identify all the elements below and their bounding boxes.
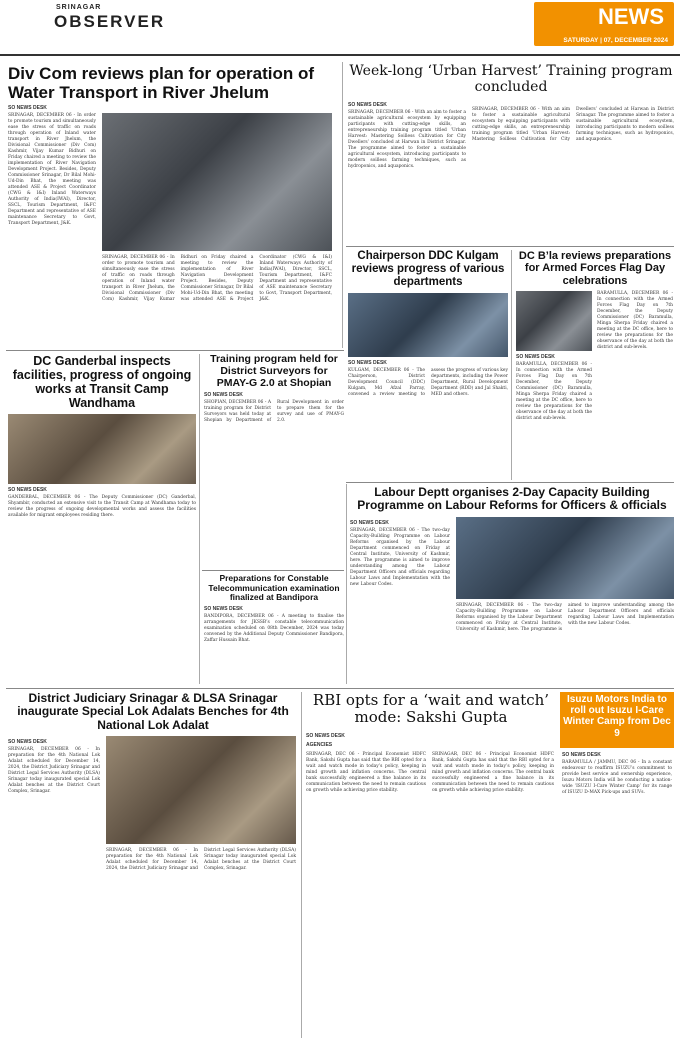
section-label: NEWS [598,4,664,29]
article-headline: Week-long ‘Urban Harvest’ Training program concluded [349,64,673,95]
article-photo [348,293,508,357]
article-body: GANDERBAL, DECEMBER 06 - The Deputy Commissioner (DC) Ganderbal, Shyambir, conducted an extensive visit to the Transit Camp at Wandhama today to review the progress of ongoing developmental works and assess the facilities available for migrant employees residing there. [8,495,196,518]
article-headline: District Judiciary Srinagar & DLSA Srinagar inaugurate Special Lok Adalats Benches for 4th National Lok Adalat [17,692,289,732]
article-lok-adalat [8,692,298,1038]
brand-small-label: SRINAGAR [56,4,102,11]
article-headline: Isuzu Motors India to roll out Isuzu I-Care Winter Camp from Dec 9 [563,694,671,739]
article-body: SRINAGAR, DECEMBER 06 - In order to promote tourism and simultaneously ease the stress of traffic on roads through operation of Inland water transport in River Jhelum, the Divisional Commissioner (Div Com) Kashmir, Vijay Kumar Bidhuri on Friday chaired a meeting to review the implementation of River Navigation Development Project. Besides, Deputy Commissioner Srinagar, Dr Bilal Mohi-Ud-Din Bhat, the meeting was attended ASE & Project Coordinator (CWG & I&I) Inland Waterways Authority of India(IWAI), Director, SSCL, Tourism Department, I&FC Department and representative of ASE maintenance Secretary to Govt, Transport Department, J&K. [8,113,96,227]
article-photo [516,291,592,351]
article-byline: SO NEWS DESK [348,102,387,109]
article-flag-day [516,250,674,480]
article-byline: SO NEWS DESK [562,752,601,758]
article-body: SHOPIAN, DECEMBER 06 - A training program for District Surveyors was held today at Shopian by Department of Rural Development in order to prepare them for the survey and use of PMAY-G 2.0. [204,400,344,424]
article-headline: Training program held for District Surveyors for PMAY-G 2.0 at Shopian [210,354,338,389]
article-photo [8,414,196,484]
article-agency: AGENCIES [306,741,333,748]
article-shopian [204,354,344,568]
article-photo [106,736,296,844]
article-body: KULGAM, DECEMBER 06 - The Chairperson, District Development Council (DDC) Kulgam, Md Afzal Parray, convened a review meeting to assess the progress of various key departments, including the Power Department, Rural Development Department (RDD) and Jal Shakti, MED and others. [348,367,508,397]
issue-date: SATURDAY | 07, DECEMBER 2024 [563,37,668,44]
article-byline: SO NEWS DESK [204,605,243,612]
article-kulgam [348,250,508,480]
article-body: BARAMULLA / JAMMU, DEC 06 - In a constant endeavour to reaffirm ISUZU’s commitment to provide best service and ownership experience, Isuzu Motors India will be conducting a nation-wide ‘ISUZU I-Care Winter Camp’ for its range of ISUZU D-MAX Pick-ups and SUVs. [562,760,672,795]
article-byline: SO NEWS DESK [516,353,555,360]
article-isuzu [562,694,672,1038]
article-body-continued: BARAMULLA, DECEMBER 06 - In connection with the Armed Forces Flag Day on 7th December, the Deputy Commissioner (DC) Baramulla, Minga Sherpa Friday chaired a meeting at the DC office, here to review the preparations for the observance of the day at both the district and sub-levels. [597,290,673,350]
article-rbi [306,692,556,1038]
article-bandipora [204,574,344,684]
article-body-continued: SRINAGAR, DECEMBER 06 - In preparation for the 4th National Lok Adalat scheduled for December 14, 2024, the District Judiciary Srinagar and District Legal Services Authority (DLSA) Srinagar today inaugurated special Lok Adalat benches at the District Court Complex, Srinagar. [106,848,296,872]
article-body: BARAMULLA, DECEMBER 06 - In connection with the Armed Forces Flag Day on 7th December, the Deputy Commissioner (DC) Baramulla, Minga Sherpa Friday chaired a meeting at the DC office, here to review the preparations for the observance of the day at both the district and sub-levels. [516,361,592,421]
article-body: SRINAGAR, DECEMBER 06 - With an aim to foster a sustainable agricultural ecosystem by equipping participants with cutting-edge skills, an entrepreneurship training program titled ‘Urban Harvest: Mastering Soilless Cultivation for City Dwellers’ concluded at Harwan in District Srinagar. The programme aimed to foster a sustainable agricultural ecosystem, introducing participants to modern soilless farming techniques, such as hydroponics, and aquaponics. [348,110,466,170]
article-headline: DC Ganderbal inspects facilities, progress of ongoing works at Transit Camp Wandhama [12,354,192,410]
article-headline: DC B’la reviews preparations for Armed Forces Flag Day celebrations [518,250,672,287]
article-byline: SO NEWS DESK [306,732,345,739]
article-labour-reforms [350,486,674,684]
article-body-continued: SRINAGAR, DECEMBER 06 - The two-day Capacity-Building Programme on Labour Reforms organised by the Labour Department commenced on Friday at Central Institute, University of Kashmir, here. The programme is aimed to improve understanding among the Labour Department Officers and officials regarding Labour Laws and Implementation with the new Labour Codes. [456,602,674,632]
article-body: BANDIPORA, DECEMBER 06 - A meeting to finalise the arrangements for JKSSB’s constable telecommunication examination scheduled on 08th December, 2024 was today convened by the Additional Deputy Commissioner Bandipora, Zaffar Hussain Bhat. [204,613,344,643]
article-byline: SO NEWS DESK [8,739,47,746]
article-byline: SO NEWS DESK [204,392,243,399]
article-urban-harvest [348,64,674,244]
article-photo [456,517,674,599]
article-headline: RBI opts for a ‘wait and watch’ mode: Sakshi Gupta [312,692,550,726]
article-div-com [8,64,338,346]
newspaper-logo: OBSERVER [54,12,166,31]
article-byline: SO NEWS DESK [350,519,389,526]
article-body-continued: SRINAGAR, DEC 06 - Principal Economist HDFC Bank, Sakshi Gupta has said that the RBI opted for a wait and watch mode in today’s policy, keeping in mind growth and inflation concerns. The central bank successfully engineered a fine balance in its communication between the need to remain cautious on growth while achieving price stability. [432,751,554,793]
article-headline: Labour Deptt organises 2-Day Capacity Building Programme on Labour Reforms for Officers & officials [357,486,667,513]
article-body-continued: SRINAGAR, DECEMBER 06 - In order to promote tourism and simultaneously ease the stress of traffic on roads through operation of Inland water transport in River Jhelum, the Divisional Commissioner (Div Com) Kashmir, Vijay Kumar Bidhuri on Friday chaired a meeting to review the implementation of River Navigation Development Project. Besides, Deputy Commissioner Srinagar, Dr Bilal Mohi-Ud-Din Bhat, the meeting was attended ASE & Project Coordinator (CWG & I&I) Inland Waterways Authority of India(IWAI), Director, SSCL, Tourism Department, I&FC Department and representative of ASE maintenance Secretary to Govt, Transport Department, J&K. [102,255,332,303]
article-body: SRINAGAR, DECEMBER 06 - The two-day Capacity-Building Programme on Labour Reforms organised by the Labour Department commenced on Friday at Central Institute, University of Kashmir, here. The programme is aimed to improve understanding among the Labour Department Officers and officials regarding Labour Laws and Implementation with the new Labour Codes. [350,527,450,587]
article-headline: Preparations for Constable Telecommunication examination finalized at Bandipora [208,574,340,603]
masthead [0,0,680,56]
article-byline: SO NEWS DESK [348,359,387,366]
article-body: SRINAGAR, DEC 06 - Principal Economist HDFC Bank, Sakshi Gupta has said that the RBI opted for a wait and watch mode in today’s policy, keeping in mind growth and inflation concerns. The central bank successfully engineered a fine balance in its communication between the need to remain cautious on growth while achieving price stability. [306,751,426,793]
article-headline: Div Com reviews plan for operation of Water Transport in River Jhelum [8,64,315,103]
article-byline: SO NEWS DESK [8,487,47,493]
article-body-continued: SRINAGAR, DECEMBER 06 - With an aim to foster a sustainable agricultural ecosystem by equipping participants with cutting-edge skills, an entrepreneurship training program titled ‘Urban Harvest: Mastering Soilless Cultivation for City Dwellers’ concluded at Harwan in District Srinagar. The programme aimed to foster a sustainable agricultural ecosystem, introducing participants to modern soilless farming techniques, such as hydroponics, and aquaponics. [472,107,674,143]
article-body: SRINAGAR, DECEMBER 06 - In preparation for the 4th National Lok Adalat scheduled for December 14, 2024, the District Judiciary Srinagar and District Legal Services Authority (DLSA) Srinagar today inaugurated special Lok Adalat benches at the District Court Complex, Srinagar. [8,747,100,795]
article-headline: Chairperson DDC Kulgam reviews progress of various departments [351,250,505,288]
section-badge [534,2,674,46]
article-ganderbal [8,354,196,684]
article-photo [102,113,332,251]
article-byline: SO NEWS DESK [8,105,47,112]
